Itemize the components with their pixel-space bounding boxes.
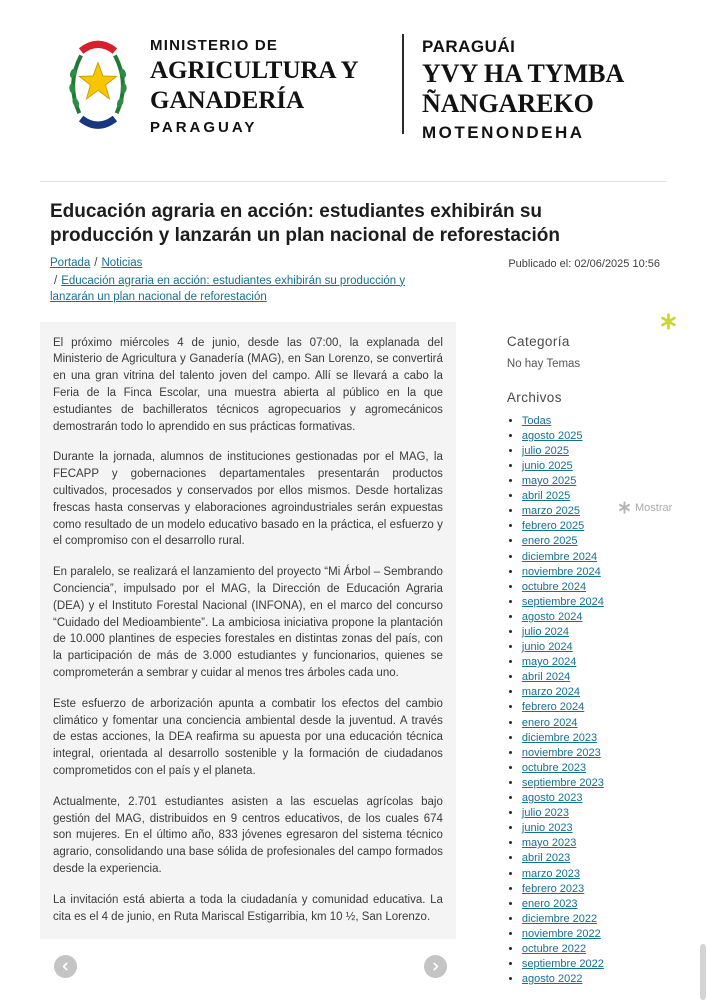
archive-item: [522, 836, 667, 851]
ministry-es-line4: PARAGUAY: [150, 118, 258, 136]
breadcrumb-current-link[interactable]: Educación agraria en acción: estudiantes exhibirán su producción y lanzarán un plan nacional de reforestación: [50, 274, 406, 303]
archive-link[interactable]: octubre 2023: [521, 761, 587, 774]
archive-link[interactable]: febrero 2024: [521, 701, 585, 714]
archive-item: [522, 882, 667, 897]
breadcrumb-home-link[interactable]: Portada: [50, 256, 91, 269]
article-body: [40, 322, 456, 940]
archive-link[interactable]: octubre 2024: [521, 580, 587, 593]
archive-link[interactable]: julio 2023: [521, 807, 569, 820]
archive-link[interactable]: abril 2024: [521, 671, 571, 684]
archive-item: [522, 459, 667, 474]
archive-link[interactable]: mayo 2024: [521, 656, 577, 669]
archive-link[interactable]: Todas: [521, 414, 552, 427]
header-divider: [40, 181, 667, 182]
pager-prev-button[interactable]: [54, 955, 77, 978]
ministry-gn-line3: ÑANGAREKO: [422, 89, 594, 119]
archive-item: [522, 957, 667, 972]
accessibility-widget-button[interactable]: [660, 313, 677, 330]
paraguay-coat-of-arms-logo: [58, 33, 138, 133]
archive-link[interactable]: febrero 2025: [521, 520, 585, 533]
article-paragraph: Durante la jornada, alumnos de instituciones gestionadas por el MAG, la FECAPP y gobernaciones departamentales presentarán productos cultivados, procesados y conservados por ellos mismos. Desde hortalizas frescas hasta conservas y elaboraciones agroindustriales serán expuestas como resultado de un modelo educativo basado en la práctica, el esfuerzo y el compromiso con el desarrollo rural.: [53, 451, 443, 548]
archive-item: [522, 474, 667, 489]
archive-link[interactable]: diciembre 2024: [521, 550, 598, 563]
page-title: Educación agraria en acción: estudiantes exhibirán su producción y lanzarán un plan nacional de reforestación: [50, 200, 560, 246]
archive-item: [522, 927, 667, 942]
site-header: [0, 0, 707, 145]
archive-item: [522, 731, 667, 746]
header-vertical-divider: [402, 34, 404, 134]
archive-item: [522, 580, 667, 595]
archive-link[interactable]: mayo 2023: [521, 837, 577, 850]
ministry-es-line2: AGRICULTURA Y: [150, 57, 359, 85]
archive-item: [522, 625, 667, 640]
breadcrumb-line2: [50, 273, 448, 305]
asterisk-icon: [618, 501, 631, 514]
archive-link[interactable]: enero 2025: [521, 535, 578, 548]
archive-item: [522, 746, 667, 761]
archive-item: [522, 655, 667, 670]
archive-link[interactable]: diciembre 2023: [521, 731, 598, 744]
content-row: [40, 322, 667, 988]
breadcrumb-noticias-link[interactable]: Noticias: [101, 256, 143, 269]
article-paragraph: En paralelo, se realizará el lanzamiento del proyecto “Mi Árbol – Sembrando Conciencia”, impulsado por el MAG, la Dirección de Educación Agraria (DEA) y el Instituto Forestal Nacional (INFONA), en el marco del concurso “Cuidado del Medioambiente”. La ambiciosa iniciativa propone la plantación de 10.000 plantines de especies forestales en distintas zonas del país, con la participación de más de 3.000 estudiantes y funcionarios, quienes se comprometerán a sembrar y cuidar al menos tres árboles cada uno.: [53, 566, 443, 680]
archive-link[interactable]: junio 2025: [521, 459, 573, 472]
archive-item: [522, 867, 667, 882]
archive-link[interactable]: octubre 2022: [521, 942, 587, 955]
archive-item: [522, 640, 667, 655]
archive-link[interactable]: noviembre 2022: [521, 927, 601, 940]
published-date: Publicado el: 02/06/2025 10:56: [508, 257, 660, 270]
archive-link[interactable]: septiembre 2022: [521, 958, 604, 971]
article-paragraph: Actualmente, 2.701 estudiantes asisten a las escuelas agrícolas bajo gestión del MAG, distribuidos en 9 centros educativos, de los cuales 674 son mujeres. En el último año, 833 jóvenes egresaron del sistema técnico agrario, consolidando una base sólida de profesionales del campo formados desde la experiencia.: [53, 795, 443, 875]
archive-item: [522, 791, 667, 806]
category-heading: Categoría: [506, 333, 570, 349]
ministry-gn-line1: PARAGUÁI: [422, 37, 516, 56]
archive-item: [522, 534, 667, 549]
archive-link[interactable]: abril 2025: [521, 490, 571, 503]
breadcrumb-line1: [50, 255, 448, 271]
show-widget-button[interactable]: [616, 500, 674, 515]
archive-item: [522, 851, 667, 866]
archive-item: [522, 414, 667, 429]
ministry-name-gn: [422, 33, 624, 145]
archive-link[interactable]: marzo 2025: [521, 505, 580, 518]
archive-item: [522, 972, 667, 987]
ministry-es-line3: GANADERÍA: [150, 86, 305, 114]
archive-link[interactable]: febrero 2023: [521, 882, 585, 895]
breadcrumb-separator: /: [94, 256, 98, 269]
archive-item: [522, 429, 667, 444]
archive-link[interactable]: septiembre 2024: [521, 595, 604, 608]
archive-item: [522, 761, 667, 776]
coat-of-arms-icon: [58, 33, 138, 133]
article-paragraph: La invitación está abierta a toda la ciudadanía y comunidad educativa. La cita es el 4 de junio, en Ruta Mariscal Estigarribia, km 10 ½, San Lorenzo.: [53, 893, 443, 923]
archive-item: [522, 942, 667, 957]
archive-item: [522, 716, 667, 731]
archive-item: [522, 897, 667, 912]
archive-item: [522, 912, 667, 927]
archive-link[interactable]: junio 2024: [521, 641, 573, 654]
chevron-left-icon: [58, 959, 73, 974]
archive-link[interactable]: junio 2023: [521, 822, 573, 835]
archive-item: [522, 610, 667, 625]
archive-item: [522, 776, 667, 791]
archive-item: [522, 550, 667, 565]
archive-link[interactable]: noviembre 2024: [521, 565, 601, 578]
breadcrumb: [50, 255, 448, 305]
archive-link[interactable]: agosto 2024: [521, 610, 583, 623]
archive-link[interactable]: agosto 2023: [521, 792, 583, 805]
chevron-right-icon: [428, 959, 443, 974]
archive-link[interactable]: mayo 2025: [521, 475, 577, 488]
archive-item: [522, 565, 667, 580]
archives-heading: Archivos: [506, 389, 562, 405]
archive-link[interactable]: agosto 2025: [521, 429, 583, 442]
ministry-gn-line2: YVY HA TYMBA: [422, 58, 625, 88]
ministry-es-line1: MINISTERIO DE: [150, 37, 279, 54]
archive-link[interactable]: diciembre 2022: [521, 912, 598, 925]
archive-link[interactable]: septiembre 2023: [521, 776, 604, 789]
article-paragraph: El próximo miércoles 4 de junio, desde las 07:00, la explanada del Ministerio de Agricultura y Ganadería (MAG), en San Lorenzo, se convertirá en una gran vitrina del talento joven del campo. Allí se llevará a cabo la Feria de la Finca Escolar, una muestra abierta al público en la que estudiantes de bachilleratos técnicos agropecuarios y agromecánicos demostrarán todo lo aprendido en sus prácticas formativas.: [53, 336, 443, 433]
category-empty-text: No hay Temas: [506, 357, 581, 370]
ministry-gn-line4: MOTENONDEHA: [422, 122, 585, 142]
archive-item: [522, 519, 667, 534]
ministry-name-es: [150, 33, 390, 138]
article-paragraph: Este esfuerzo de arborización apunta a combatir los efectos del cambio climático y fomentar una conciencia ambiental desde la juventud. A través de estas acciones, la DEA reafirma su apuesta por una educación técnica integral, orientada al desarrollo sostenible y la formación de ciudadanos comprometidos con el país y el planeta.: [53, 697, 443, 778]
scrollbar-thumb[interactable]: [700, 944, 706, 1000]
archive-item: [522, 806, 667, 821]
sidebar: [507, 322, 667, 988]
archive-item: [522, 444, 667, 459]
archive-link[interactable]: abril 2023: [521, 852, 571, 865]
archive-link[interactable]: julio 2024: [521, 626, 569, 638]
asterisk-icon: [660, 313, 677, 330]
archive-item: [522, 595, 667, 610]
archive-link[interactable]: noviembre 2023: [521, 746, 601, 759]
archive-link[interactable]: agosto 2022: [521, 973, 583, 986]
show-widget-label: Mostrar: [635, 501, 673, 514]
breadcrumb-separator: /: [54, 274, 58, 287]
archive-item: [522, 821, 667, 836]
archive-link[interactable]: marzo 2023: [521, 867, 580, 880]
archive-item: [522, 670, 667, 685]
archive-link[interactable]: enero 2023: [521, 897, 578, 910]
archive-item: [522, 700, 667, 715]
archive-link[interactable]: enero 2024: [521, 716, 578, 729]
archive-link[interactable]: marzo 2024: [521, 686, 580, 699]
pager-next-button[interactable]: [424, 955, 447, 978]
archive-item: [522, 685, 667, 700]
archive-link[interactable]: julio 2025: [521, 444, 569, 457]
article-meta-row: [50, 255, 660, 305]
